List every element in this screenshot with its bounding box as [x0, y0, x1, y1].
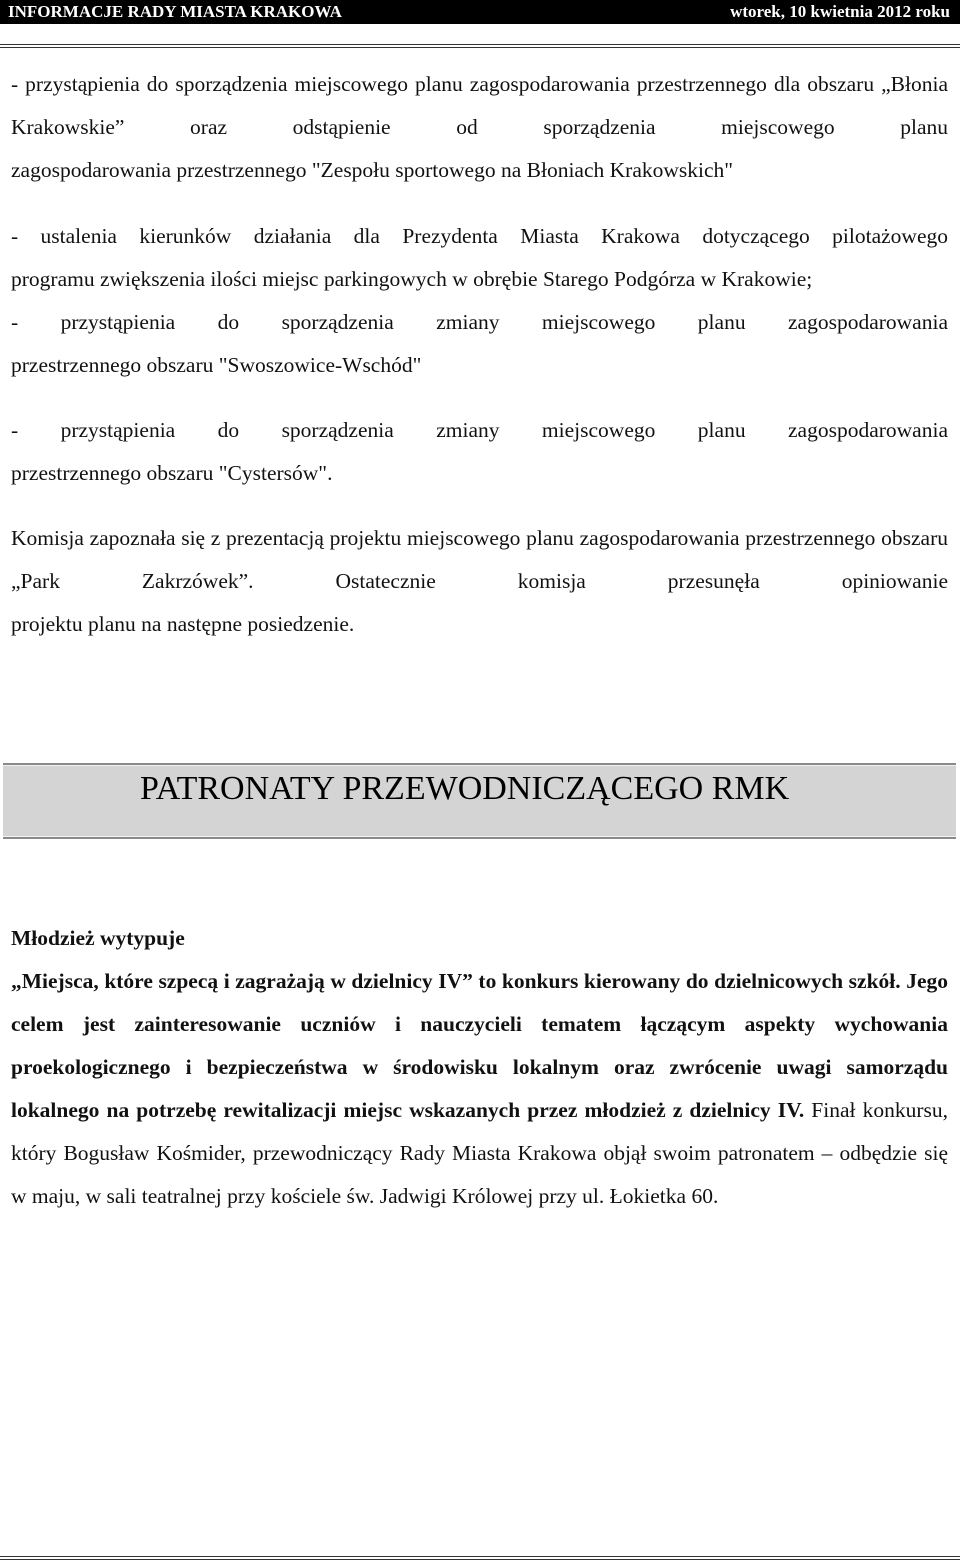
bottom-divider: [0, 1556, 960, 1560]
item-line: przestrzennego obszaru "Swoszowice-Wschód": [11, 353, 422, 377]
article-body: [11, 960, 948, 1218]
article: [11, 917, 948, 1218]
item-plan-blonia: [11, 63, 948, 192]
note-text: projektu planu na następne posiedzenie.: [11, 612, 355, 636]
article-plain-text: Finał konkursu, który Bogusław Kośmider, przewodniczący Rady Miasta Krakowa objął swoim patronatem – odbędzie się w maju, w sali teatralnej przy kościele św. Jadwigi Królowej przy ul. Łokietka 60.: [11, 1098, 948, 1208]
item-line: przestrzennego obszaru "Cystersów".: [11, 461, 333, 485]
item-line: programu zwiększenia ilości miejsc parkingowych w obrębie Starego Podgórza w Krakowie;: [11, 267, 813, 291]
item-swoszowice: [11, 301, 948, 387]
item-line: - przystąpienia do sporządzenia zmiany miejscowego planu zagospodarowania: [11, 418, 948, 442]
item-line: - ustalenia kierunków działania dla Prezydenta Miasta Krakowa dotyczącego pilotażowego: [11, 224, 948, 248]
article-bold-text: „Miejsca, które szpecą i zagrażają w dzielnicy IV” to konkurs kierowany do dzielnicowych szkół. Jego celem jest zainteresowanie uczniów i nauczycieli tematem łączącym aspekty wychowania proekologicznego i bezpieczeństwa w środowisku lokalnym oraz zwrócenie uwagi samorządu lokalnego na potrzebę rewitalizacji miejsc wskazanych przez młodzież z dzielnicy IV.: [11, 969, 948, 1122]
item-parking-program: [11, 215, 948, 301]
top-divider: [0, 44, 960, 48]
section-banner: [3, 763, 956, 839]
issue-date: wtorek, 10 kwietnia 2012 roku: [730, 2, 950, 21]
page-header: [0, 0, 960, 24]
article-headline: Młodzież wytypuje: [11, 926, 185, 950]
item-line: - przystąpienia do sporządzenia zmiany miejscowego planu zagospodarowania: [11, 310, 948, 334]
note-text: Komisja zapoznała się z prezentacją projektu miejscowego planu zagospodarowania przestrzennego obszaru „Park Zakrzówek”. Ostatecznie komisja przesunęła opiniowanie: [11, 526, 948, 593]
committee-note: [11, 517, 948, 646]
section-title: PATRONATY PRZEWODNICZĄCEGO RMK: [140, 770, 790, 807]
item-cystersow: [11, 409, 948, 495]
item-line: - przystąpienia do sporządzenia miejscowego planu zagospodarowania przestrzennego dla obszaru „Błonia Krakowskie” oraz odstąpienie od sporządzenia miejscowego planu: [11, 72, 948, 139]
publication-title: INFORMACJE RADY MIASTA KRAKOWA: [8, 2, 342, 21]
item-line: zagospodarowania przestrzennego "Zespołu sportowego na Błoniach Krakowskich": [11, 158, 734, 182]
